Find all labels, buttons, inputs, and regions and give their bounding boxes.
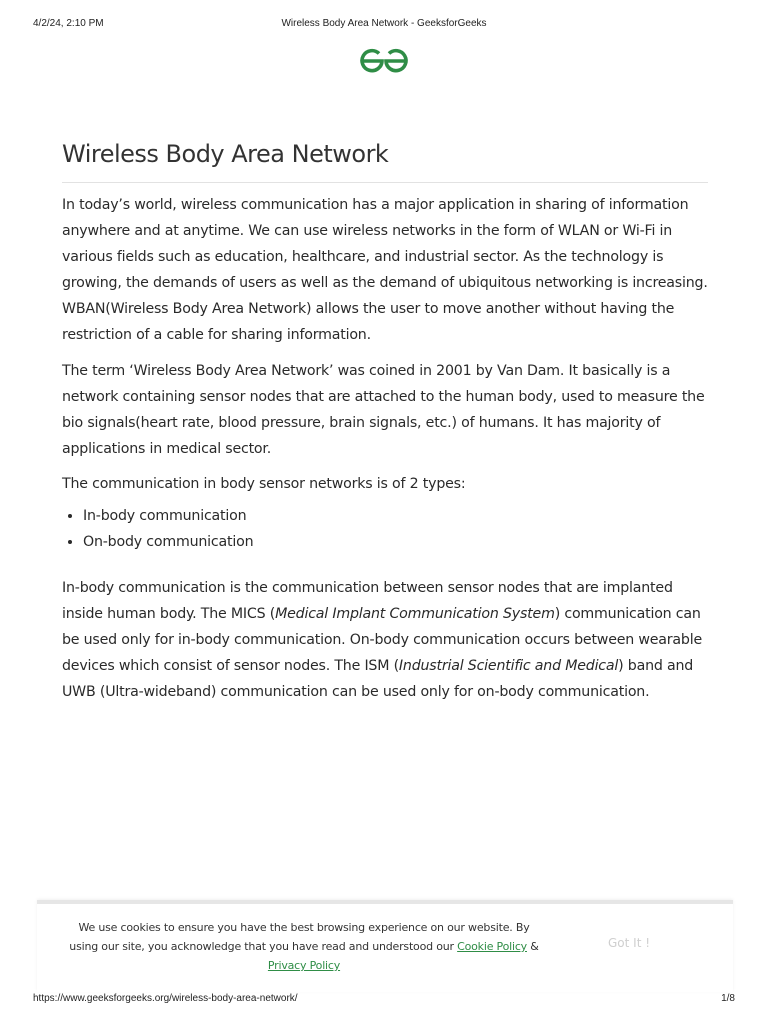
print-header [33,18,735,32]
got-it-button[interactable]: Got It ! [608,936,651,950]
communication-types-list [62,503,708,555]
list-item: • On-body communication [83,529,708,555]
paragraph-types: The communication in body sensor networks is of 2 types: [62,476,466,492]
paragraph-text: In-body communication is the communication between sensor nodes that are implanted inside human body. The MICS ( [62,580,673,622]
cookie-message [64,918,544,975]
article-title: Wireless Body Area Network [62,138,708,183]
cookie-consent-bar [37,900,733,992]
paragraph-communication-details [62,575,708,705]
emphasis-ism: Industrial Scientific and Medical [398,658,619,674]
list-item: • In-body communication [83,503,708,529]
geeksforgeeks-logo-icon[interactable] [358,48,410,74]
print-footer [33,993,735,1007]
paragraph-definition: The term ‘Wireless Body Area Network’ was coined in 2001 by Van Dam. It basically is a network containing sensor nodes that are attached to the human body, used to measure the bio signals(heart rate, blood pressure, brain signals, etc.) of humans. It has majority of applications in medical sector. [62,363,705,457]
article [62,138,708,705]
print-datetime: 4/2/24, 2:10 PM [33,18,104,29]
emphasis-mics: Medical Implant Communication System [275,606,555,622]
paragraph-intro: In today’s world, wireless communication has a major application in sharing of information anywhere and at anytime. We can use wireless networks in the form of WLAN or Wi-Fi in various fields such as education, healthcare, and industrial sector. As the technology is growing, the demands of users as well as the demand of ubiquitous networking is increasing. WBAN(Wireless Body Area Network) allows the user to move another without having the restriction of a cable for sharing information. [62,197,708,343]
print-page-number: 1/8 [721,993,735,1004]
cookie-message-text: We use cookies to ensure you have the best browsing experience on our website. By using our site, you acknowledge that you have read and understood our [69,921,530,953]
cookie-ampersand: & [527,940,539,953]
cookie-policy-link[interactable]: Cookie Policy [457,940,527,953]
print-url: https://www.geeksforgeeks.org/wireless-body-area-network/ [33,993,298,1004]
paragraph-text: ) communication can be used only for in-body communication. On-body communication occurs between wearable devices which consist of sensor nodes. The ISM ( [62,606,702,674]
paragraph-text: ) band and UWB (Ultra-wideband) communication can be used only for on-body communication. [62,658,694,700]
privacy-policy-link[interactable]: Privacy Policy [267,959,341,972]
print-page-title: Wireless Body Area Network - GeeksforGeeks [281,18,487,29]
